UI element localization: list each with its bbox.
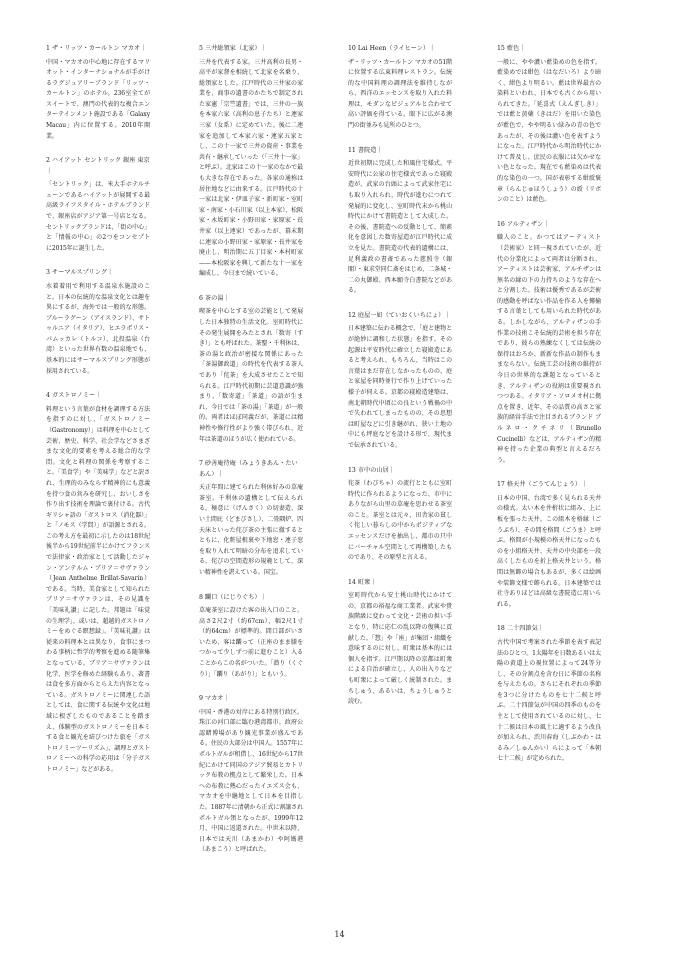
column-1 — [46, 44, 150, 790]
entry-title: 5 三井総領家（北家）｜ — [199, 45, 267, 52]
entry-title: 2 ハイアット セントリック 銀座 東京｜ — [46, 157, 150, 175]
entry-body: 喫茶を中心とする室の芸能として発展した日本独特の生活文化。室町時代にその発生展開をみたとされ「数寄（すき）」とも呼ばれた。茶聖・千利休は、茶の湯と政治が密接な関係にあった「茶湯御政道」の時代を代表する茶人であり「侘茶」を大成させたことで知られる。江戸時代初期に芸道意識が強まり、「数寄道」「茶道」の語が生まれ、今日では「茶の湯」「茶道」が一般的。両者はほぼ同義だが、茶道には精神性や修行性がより強く帯びられ、近年は茶道のほうが広く使われている。 — [199, 308, 303, 443]
column-2 — [199, 44, 303, 870]
entry-title: 13 市中の山居｜ — [348, 466, 395, 474]
entry-title: 6 茶の湯｜ — [199, 294, 230, 302]
entry-title: 17 格天井（ごうてんじょう）｜ — [497, 481, 588, 489]
entry-body: 中国・マカオの中心地に存在するマリオット・インターナショナルが手がけるラグジュアリーブランド「リッツ・カールトン」のホテル。236室全てがスイートで、澳門の代表的な複合エンターテインメント施設である「Galaxy Macau」内に位置する。2010年開業。 — [46, 58, 150, 140]
page-number: 14 — [334, 930, 345, 939]
glossary-entry — [46, 44, 150, 142]
entry-body: 三井を代表する家。三井高利の長男・高平が家督を相続して北家を名乗り、総領家とした。江戸時代の三井家の家業を、商事の遺書のかたちで制定された家憲「宗竺遺書」では、三井の一族を本家六家（高利の息子たち）と連家三家（女系）に定めていた。後に二連家を追加して本家六家・連家五家とし、この十一家で三井の資産・事業を共有・継承していった（「三井十一家」と呼ぶ）。北家はこの十一家のなかで最も大きな存在であった。各家の通称は居住地などに由来する。江戸時代の十一家は北家・伊皿子家・新町家・室町家・南家・小石川家（以上本家）、松阪家・永坂町家・小野田家・家原家・長井家（以上連家）であったが、幕末期に連家の小野田家・家原家・長井家を廃止し、明治期に五丁目家・本村町家——本松阪家を興して新たな十一家を編成し、今日まで続いている。 — [199, 58, 303, 278]
entry-body: 侘茶（わびちゃ）の流行とともに室町時代に作られるようになった、市中にありながら山里の草庵を思わせる茶室のこと。茶室とは元々、田舎家の貧しく侘しい暮らしの中からポジティブなエッセンスだけを抽出し、都市の只中にバーチャル空間として再構築したものであり、その原型と言える。 — [348, 480, 452, 562]
entry-body: 日本建築に伝わる概念で、「庭と建物とが絶妙に調和した状態」を指す。その起源は平安時代に確立した寝殿造にあると考えられ、もちろん、当時はこの言葉はまだ存在しなかったものの、庭と家屋を同時並行で作り上げていった様子が伺える。京都の寝殿造建築は、南北朝時代中頃にの良という戦禍の中で失われてしまったものの、その思想は町屋などに引き継がれ、狭い土地の中にも坪庭などを設ける形で、現代まで伝承されている。 — [348, 325, 452, 449]
glossary-entry — [348, 44, 452, 132]
glossary-entry — [199, 294, 303, 445]
column-4 — [497, 44, 601, 779]
glossary-entry — [46, 156, 150, 254]
entry-body: 一般に、やや濃い藍染めの色を指す。藍染めでは紺色（はなだいろ）より暗く、紺色より明るい。藍は世界最古の染料といわれ、日本でも古くから用いられてきた。「延喜式（えんぎしき）」では藍と黄蘗（きはだ）を用いた染色が藍色で、やや明るい緑みの青の色であったが、その後は濃い色を表すようになった。江戸時代から明治時代にかけて普及し、庶民の衣服には欠かせない色となった。現在でも藍染めは代表的な染色の一つ。国が表彰する紺綬褒章（らんじゅほうしょう）の綬（リボンのこと）は藍色。 — [497, 58, 601, 204]
entry-body: 天正年間に建てられた利休好みの草庵茶室。千利休の遺構として伝えられる。極意に（げんさく）の切妻造、深い土間庇（どまびさし）、二畳隅炉、四天床といった侘び茶の主張に徹するとともに、化粧屋根裏や下地窓・連子窓を取り入れて明暗の分布を追求している。侘びの空間造形の規範として、深い精神性を湛えている。国宝。 — [199, 484, 303, 576]
glossary-entry — [348, 146, 452, 297]
entry-title: 16 アルティザン｜ — [497, 220, 550, 228]
entry-body: 草庵茶室に設けた客の出入口のこと。高さ2尺2寸（約67cm）、幅2尺1寸（約64cm）が標準的。間口部がいさいため、客は躙って（正座のまま膝をつかって少しずつ前に進むこと）入ることからこの名がついた。「潜り（くぐり）」「躙り（あがり）」ともいう。 — [199, 607, 303, 678]
glossary-entry — [497, 44, 601, 206]
glossary-entry — [497, 624, 601, 765]
entry-title: 14 町衆｜ — [348, 578, 377, 586]
glossary-entry — [497, 480, 601, 610]
glossary-entry — [199, 459, 303, 578]
glossary-entry — [199, 694, 303, 856]
entry-body: 近世初期に完成した和風住宅様式。平安時代に公家の住宅様式であった寝殿造が、武家の台頭によって武家住宅にも取り入れられ、時代が進むにつれて発展的に変化し、室町時代末から桃山時代にかけて書院造として大成した。その後、書院造への反動として、簡素化を意図した数寄屋造が江戸時代に成立を見た。書院造の代表的遺構には、足利義政の書斎であった慈照寺（銀閣）・東求堂同仁斎をはじめ、二条城・二の丸御殿、西本願寺白書院などがある。 — [348, 160, 452, 295]
glossary-entry — [46, 391, 150, 775]
column-3 — [348, 44, 452, 722]
glossary-entry — [46, 268, 150, 377]
entry-title: 15 藍色｜ — [497, 45, 526, 52]
entry-body: 中国・香港の対岸にある特別行政区。珠江の河口部に臨む港湾都市。政府公認賭博場があり観光事業が盛んである。住民の大部分は中国人。1557年にポルトガルが租借し、16世紀から17世紀にかけて同国のアジア貿易とカトリック布教の拠点として繁栄した。日本への布教に熱心だったイエズス会も、マカオを中継地として日本を目指した。1887年に清朝から正式に割譲されポルトガル領となったが、1999年12月、中国に返還された。中世末以降、日本では天川（あまかわ）や阿媽港（あまこう）と呼ばれた。 — [199, 708, 303, 854]
entry-title: 1 ザ・リッツ・カールトン マカオ｜ — [46, 45, 147, 52]
entry-title: 12 庭屋一如（ていおくいちにょ）｜ — [348, 311, 451, 319]
entry-title: 8 躙口（にじりぐち）｜ — [199, 593, 267, 601]
entry-body: 日本の中国、台湾で多く見られる天井の様式。太い木を井桁状に組み、上に板を張った天井。この組木を格縁（ごうぶち）、その間を格間（ごうま）と呼ぶ。格間が小規模の格天井になったものを小組格天井、天井の中央部を一段高くしたものを折上格天井という。格間は無飾の場合もあるが、多くは絵画や装飾文様で飾られる。日本建築では社寺ありほどは高級な書院造に用いられる。 — [497, 494, 601, 608]
glossary-entry — [497, 220, 601, 467]
entry-title: 7 砂善庵待庵（みょうきあん・たいあん）｜ — [199, 460, 298, 478]
entry-body: ザ・リッツ・カールトン マカオの51階に位置する広東料理レストラン。伝統的な中国料理の調理法を維持しながら、西洋のエッセンスを取り入れた料理は、モダンなビジュアルと合わせて高い評価を得ている。眼下に広がる澳門の街並みも見所のひとつ。 — [348, 58, 452, 130]
entry-title: 11 書院造｜ — [348, 146, 383, 154]
entry-body: 古代中国で考案された季節を表す表記法のひとつ。1太陽年を日数あるいは太陽の黄道上の視位置によって24等分し、その分割点を含む日に季節の名称を与えたもの。さらにそれぞれの季節を3つに分けたものを七十二候と呼ぶ。二十四節気が中国の四季のものを主として使用されているのに対し、七十二候は日本の風土に適するよう改良が加えられ、渋川春海（しぶかわ・はるみ／しゅんかい）らによって「本朝七十二候」が定められた。 — [497, 638, 601, 763]
entry-body: 職人のこと。かつてはアーティスト（芸術家）と同一視されていたが、近代の分業化によって両者は分断され、アーティストは芸術家、アルチザンは無名の縁の下の力持ちのような存在へと分割した。技術は優秀であるが芸術的感動を呼ばない作品を作る人を揶揄する言葉としても用いられた時代がある。しかしながら、アルティザンの手作業の技術こそ伝統的芸術を担う存在であり、彼らの熟練なくしては伝統の保持はおろか、新新な作品の制作もままならない。伝統工芸の技術の維持が今日の世界的な課題となっているとき、アルティザンの役割は重要視されつつある。イタリア・ソロメオ村に拠点を置き、近年、その品質の高さと家族的経営手法で注目されるブランド ブルネロ・クチネリ（Brunello Cucinelli）などは、アルティザン的精神を持った企業の典型と言えるだろう。 — [497, 234, 601, 464]
entry-body: 料理という言葉が食材を調理する方法を指すのに対し、「ガストロノミー（Gastronomy）」は料理を中心として芸術、歴史、科学、社会学などさまざまな文化的要素を考える総合的な学問。文化と料理の関係を考察すること。「美食学」や「美味学」などと訳され、生理的のみならず精神的にも意義を持つ食の営みを研究し、おいしさを作り出す技術を理論で裏付ける。古代ギリシャ語の「ガストロス（消化器）」と「ノモス（学問）」が語源とされる。この考え方を最初に示したのは18世紀後半から19世紀前半にかけてフランスで法律家・政治家として活動したジャン・アンテルム・ブリア＝サヴァラン（Jean Anthelme Brillat-Savarin）である。当時、美食家として知られたブリア＝サヴァランは、その見識を「美味礼讃」に記した。邦題は「味覚の生理学」、或いは、超越的ガストロノミーをめぐる瞑想録」。『美味礼讃』は従来の料理本とは異なり、食事にまつわる事柄に哲学的考察を進める随筆集となっている。ブリア＝サヴァランは化学、医学を修めた経験もあり、著書は食を多方面からとらえた内容となっている。ガストロノミーに関連した語としては、食に関する伝統や文化は地域に根ざしたものであることを踏まえ、体験型のガストロノミーを日本ミする食と観光を結びつけた旅を「ガストロノミーツーリズム」、調理とガストロノミーへの科学の応用は「分子ガストロノミー」などがある。 — [46, 405, 150, 773]
glossary-entry — [199, 593, 303, 681]
entry-body: 「セントリック」は、米大手ホテルチェーンであるハイアットが展開する最高級ライフスタイル・ホテルブランドで、銀座店がアジア第一号店となる。セントリックブランドは、「街の中心」と「情報の中心」の2つをコンセプトに2015年に誕生した。 — [46, 181, 150, 252]
entry-body: 室町時代から安土桃山時代にかけての、京都の裕福な商工業者。武家や貴族階級に変わって文化・芸術の担い手となり、特に応仁の乱以降の復興に貢献した。「惣」や「座」が集団・組織を意味するのに対し、町衆は基本的には個人を指す。江戸期以降の京都は町衆による自治が確立し、人の出入りなども町衆によって厳しく統制された。まちしゅう、あるいは、ちょうしゅうと読む。 — [348, 592, 452, 706]
entry-title: 9 マカオ｜ — [199, 695, 230, 703]
entry-title: 18 二十四節気｜ — [497, 625, 544, 633]
entry-title: 4 ガストロノミー｜ — [46, 392, 102, 400]
glossary-entry — [348, 466, 452, 564]
entry-body: 水着着用で利用する温泉水施設のこと。日本の伝統的な温泉文化とは趣を異にするが、海外では一般的な形態。ブルーラグーン（アイスランド）、サトゥルニア（イタリア）、ヒエラポリス・パムッカレ（トルコ）、北投温泉（台湾）といった世界有数の温泉地でも、基本的にはサーマルスプリング形態が採用されている。 — [46, 282, 150, 375]
entry-title: 3 サーマルスプリング｜ — [46, 269, 114, 277]
glossary-entry — [348, 311, 452, 452]
glossary-entry — [199, 44, 303, 280]
entry-title: 10 Lai Heen（ライヒーン）｜ — [348, 45, 436, 52]
glossary-entry — [348, 578, 452, 708]
